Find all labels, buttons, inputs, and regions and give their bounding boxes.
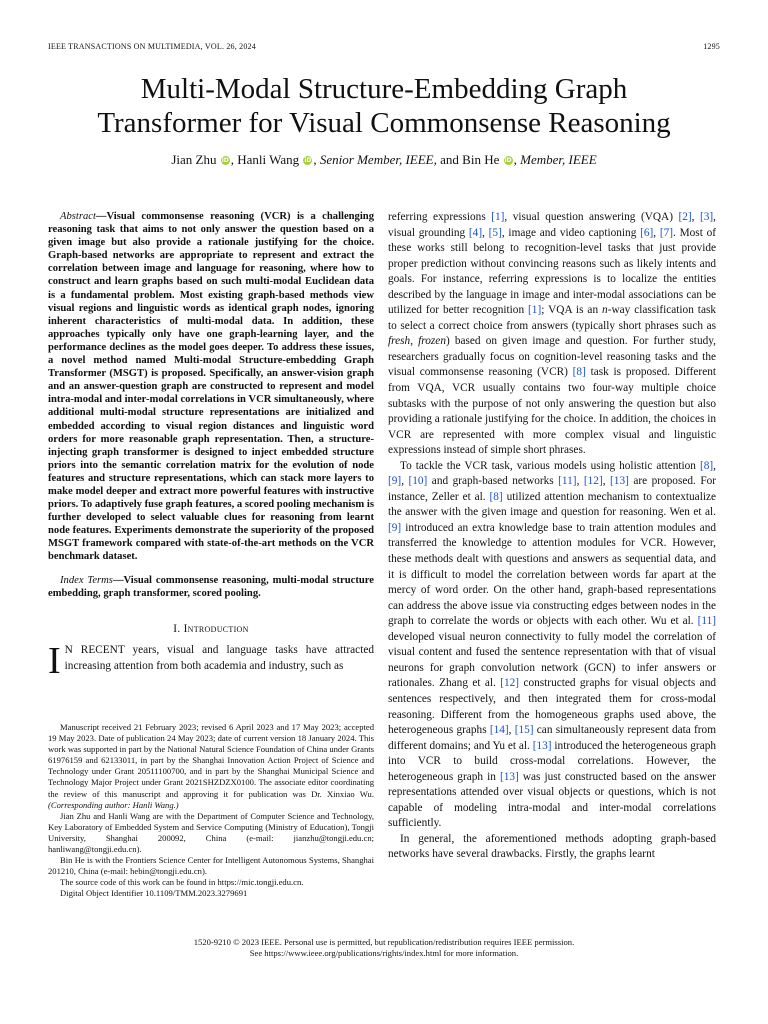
title-line-2: Transformer for Visual Commonsense Reasoning xyxy=(97,107,671,139)
text-run: utilized attention mechanism to contextualize the answer with the given image and question for reasoning. Wen et al. xyxy=(388,490,717,519)
author-3-role: Member, IEEE xyxy=(520,152,597,167)
citation-link[interactable]: [2] xyxy=(678,211,692,223)
text-run: , xyxy=(713,459,716,472)
text-run: , xyxy=(482,226,489,239)
abstract xyxy=(48,210,374,564)
citation-link[interactable]: [7] xyxy=(659,226,674,239)
orcid-icon[interactable]: iD xyxy=(221,157,229,164)
footnote-corresponding: (Corresponding author: Hanli Wang.) xyxy=(48,799,179,810)
text-run: and graph-based networks xyxy=(427,475,559,488)
footnote-manuscript-text: Manuscript received 21 February 2023; revised 6 April 2023 and 17 May 2023; accepted 19 May 2023. Date of publication 24 May 2023; date of current version 18 January 2024. This work was supported in part by the National Natural Science Foundation of China under Grants 61976159 and 62133011, in part by the Shanghai Innovation Action Project of Science and Technology under Grant 20511100700, and in part by the Shanghai Municipal Science and Technology Major Project under Grant 2021SHZDZX0100. The associate editor coordinating the review of this manuscript and approving it for publication was Dr. Xinxiao Wu. xyxy=(48,722,374,799)
index-terms-lead: Index Terms xyxy=(60,574,113,586)
text-run: introduced an extra knowledge base to train attention modules and transferred the knowledge to attention modules for VCR. However, these methods dealt with questions and answers as sequential data, and it is difficult to model the correlation between words far apart at the mercy of word order. On the other hand, graph-based representations can address the above issue via constructing edges between nodes in the graph to correlate the words or objects with each other. Wu et al. xyxy=(388,521,716,628)
text-run: , xyxy=(508,724,515,737)
text-run: , xyxy=(602,475,611,488)
text-run: was just constructed based on the answer representations attended over visual objects or questions, which is not capable of modeling intra-modal and inter-modal correlations sufficiently. xyxy=(388,770,716,830)
math-variable: n xyxy=(602,304,608,317)
index-terms xyxy=(48,574,374,600)
citation-link[interactable]: [8] xyxy=(699,459,714,472)
italic-word: fresh xyxy=(388,335,411,348)
footnote-affiliation-2: Bin He is with the Frontiers Science Center for Intelligent Autonomous Systems, Shanghai 201210, China (e-mail: hebin@tongji.edu.cn). xyxy=(48,855,374,877)
title-line-1: Multi-Modal Structure-Embedding Graph xyxy=(140,73,628,105)
permissions-line[interactable]: See https://www.ieee.org/publications/rights/index.html for more information. xyxy=(249,948,519,958)
section-heading: I. Introduction xyxy=(173,622,249,635)
citation-link[interactable]: [4] xyxy=(468,226,483,239)
citation-link[interactable]: [12] xyxy=(583,475,603,488)
citation-link[interactable]: [13] xyxy=(610,475,629,488)
text-run: , xyxy=(401,475,409,488)
citation-link[interactable]: [13] xyxy=(532,739,552,752)
citation-link[interactable]: [14] xyxy=(489,724,509,737)
body-paragraph xyxy=(388,459,716,832)
text-run: -way classification task to select a correct choice from answers (typically short phrases such as xyxy=(388,304,716,332)
text-run: , image and video captioning xyxy=(501,226,641,239)
author-1: Jian Zhu xyxy=(171,152,217,167)
text-run: ) based on given image and question. For further study, researchers gradually focus on cognition-level reasoning tasks and the visual commonsense reasoning (VCR) xyxy=(388,335,716,379)
text-run: . Most of these works still belong to recognition-level tasks that just provide proper prediction without convincing reasons such as likely intents and goals. For instance, referring expressions is to localize the entities described by the language in image and inter-modal associations can be utilized for better recognition xyxy=(388,226,716,317)
body-paragraph xyxy=(388,210,716,459)
author-3: Bin He xyxy=(462,152,500,167)
orcid-icon[interactable]: iD xyxy=(304,157,312,164)
body-paragraph: In general, the aforementioned methods adopting graph-based networks have several drawbacks. Firstly, the graphs learnt xyxy=(388,832,716,861)
citation-link[interactable]: [13] xyxy=(499,770,519,783)
text-run: referring expressions xyxy=(388,211,492,223)
paper-title xyxy=(48,72,720,140)
left-column xyxy=(48,210,374,683)
author-and: and xyxy=(440,152,459,167)
text-run: , xyxy=(691,211,700,223)
text-run: To tackle the VCR task, various models using holistic attention xyxy=(400,459,700,472)
citation-link[interactable]: [10] xyxy=(408,475,428,488)
citation-link[interactable]: [1] xyxy=(528,304,542,317)
citation-link[interactable]: [11] xyxy=(697,615,716,628)
text-run: are proposed. For instance, Zeller et al. xyxy=(388,475,717,503)
orcid-icon[interactable]: iD xyxy=(504,157,512,164)
text-run: task is proposed. Different from VQA, VCR usually contains two four-way multiple choice subtasks with the purpose of not only answering the question but also providing a rationale justifying for the choice. In addition, the choices in VCR are represented with more complex visual and linguistic expressions instead of simple short phrases. xyxy=(388,366,716,457)
citation-link[interactable]: [9] xyxy=(388,475,402,488)
text-run: , xyxy=(576,475,584,488)
text-run: , visual grounding xyxy=(388,211,716,239)
abstract-lead: Abstract xyxy=(60,211,96,222)
citation-link[interactable]: [12] xyxy=(500,677,520,690)
copyright-footer xyxy=(48,937,720,959)
index-terms-text: —Visual commonsense reasoning, multi-modal structure embedding, graph transformer, scored pooling. xyxy=(48,574,374,599)
running-header xyxy=(48,42,720,54)
author-2-role: Senior Member, IEEE, xyxy=(319,152,437,167)
author-list: Jian Zhu iD , Hanli Wang iD , Senior Member, IEEE, and Bin He iD , Member, IEEE xyxy=(171,152,597,167)
text-run: , visual question answering (VQA) xyxy=(504,211,679,223)
page-number: 1295 xyxy=(703,42,720,51)
text-run: can simultaneously represent data from different domains; and Yu et al. xyxy=(388,724,716,752)
right-column xyxy=(388,210,716,863)
citation-link[interactable]: [8] xyxy=(572,366,586,379)
citation-link[interactable]: [15] xyxy=(514,724,534,737)
citation-link[interactable]: [6] xyxy=(640,226,654,239)
abstract-text: —Visual commonsense reasoning (VCR) is a challenging reasoning task that aims to not only answer the question based on a given image but also provide a rationale justifying for the choice. Graph-based networks are appropriate to represent and extract the correlation between image and language for reasoning, where how to construct and learn graphs based on such multi-modal Euclidean data is a fundamental problem. Most existing graph-based methods view visual regions and linguistic words as identical graph nodes, ignoring inherent characteristics of multi-modal data. In addition, these approaches typically only have one graph-learning layer, and the performance declines as the model goes deeper. To address these issues, a novel method named Multi-modal Structure-embedding Graph Transformer (MSGT) is proposed. Specifically, an answer-vision graph and an answer-question graph are constructed to represent and model intra-modal and inter-modal correlations in VCR simultaneously, where additional multi-modal structure representations are initialized and embedded according to visual region distances and linguistic word orders for more reasonable graph representation. Then, a structure-injecting graph transformer is designed to inject embedded structure priors into the semantic correlation matrix for the evolution of node features and structure representations, which can stack more layers to make model deeper and extract more powerful features with instructive priors. To adaptively fuse graph features, a scored pooling mechanism is further developed to select valuable clues for reasoning from learnt node features. Experiments demonstrate the superiority of the proposed MSGT framework compared with state-of-the-art methods on the VCR benchmark dataset. xyxy=(48,211,374,563)
citation-link[interactable]: [3] xyxy=(699,211,714,223)
text-run: introduced the heterogeneous graph into VCR to build cross-modal correlations. However, the heterogeneous graph in xyxy=(388,739,717,783)
intro-paragraph xyxy=(48,640,374,683)
citation-link[interactable]: [5] xyxy=(488,226,502,239)
text-run: developed visual neuron connectivity to fully model the correlation of visual content and fused the sentence representation with that of visual neurons for graph convolution network (GCN) to infer answers or rationales. Zhang et al. xyxy=(388,630,716,690)
text-run: ; VQA is an xyxy=(541,304,603,317)
footnote-doi: Digital Object Identifier 10.1109/TMM.2023.3279691 xyxy=(60,888,248,899)
italic-word: frozen xyxy=(418,335,446,348)
citation-link[interactable]: [1] xyxy=(491,211,505,223)
text-run: , xyxy=(653,226,660,239)
text-run: , xyxy=(410,335,419,348)
author-2: Hanli Wang xyxy=(237,152,300,167)
text-run: constructed graphs for visual objects and sentences respectively, and then integrated them for cross-modal reasoning. Different from the homogeneous graphs used above, the heterogeneous graphs xyxy=(388,677,716,737)
first-page-footnote xyxy=(48,722,374,900)
intro-text: N RECENT years, visual and language tasks have attracted increasing attention from both academia and industry, such as xyxy=(64,644,374,672)
citation-link[interactable]: [8] xyxy=(489,490,503,503)
citation-link[interactable]: [9] xyxy=(388,521,402,534)
citation-link[interactable]: [11] xyxy=(558,475,577,488)
footnote-manuscript xyxy=(48,722,374,811)
journal-name: IEEE TRANSACTIONS ON MULTIMEDIA, VOL. 26, 2024 xyxy=(48,42,256,51)
footnote-affiliation-1: Jian Zhu and Hanli Wang are with the Department of Computer Science and Technology, Key Laboratory of Embedded System and Service Computing (Ministry of Education), Tongji University, Shanghai 200092, China (e-mail: jianzhu@tongji.edu.cn; hanliwang@tongji.edu.cn). xyxy=(48,810,374,855)
footnote-source-code: The source code of this work can be found in https://mic.tongji.edu.cn. xyxy=(60,877,304,888)
copyright-line: 1520-9210 © 2023 IEEE. Personal use is permitted, but republication/redistribution requires IEEE permission. xyxy=(193,937,575,947)
drop-cap: I xyxy=(48,640,61,683)
